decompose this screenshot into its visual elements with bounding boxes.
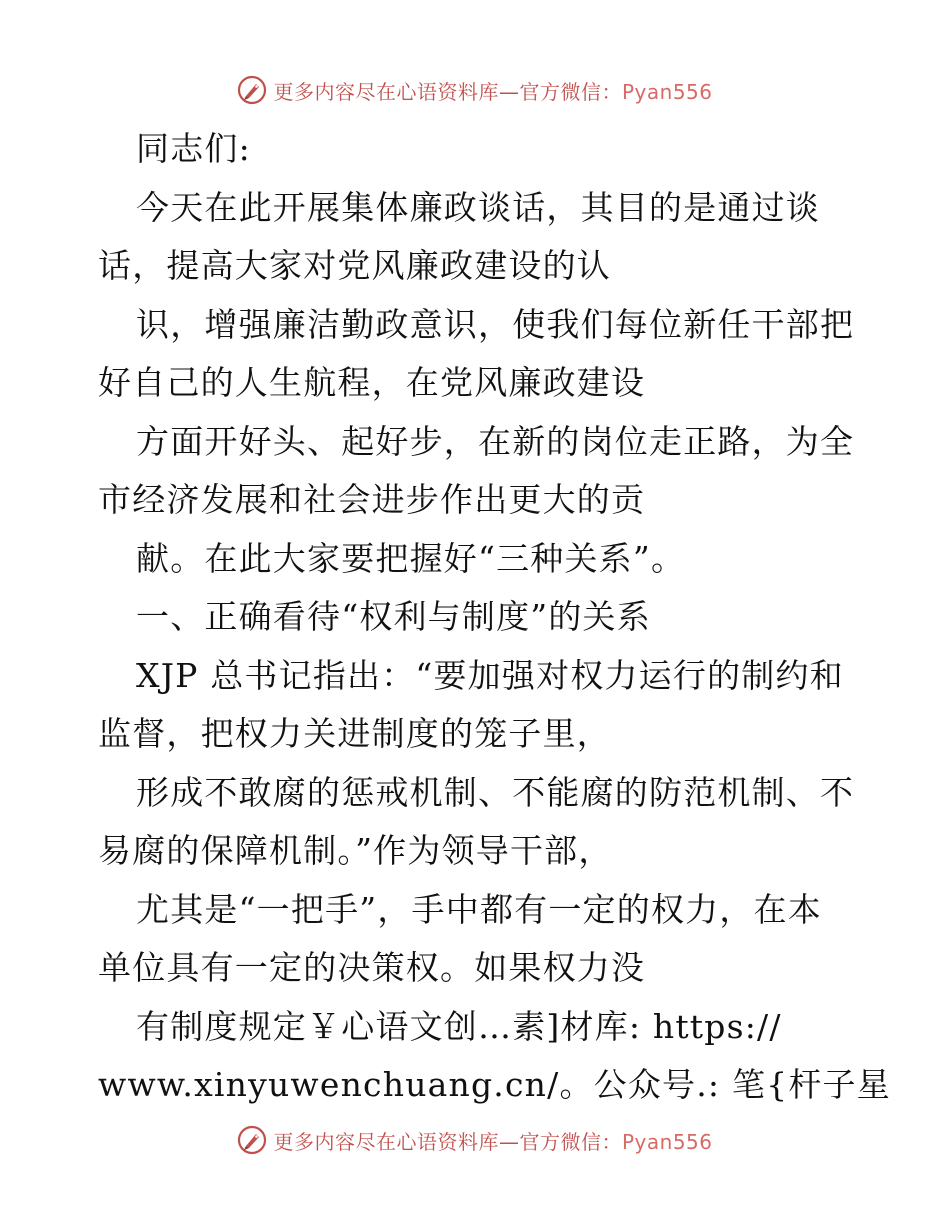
- text-line: 方面开好头、起好步，在新的岗位走正路，为全: [136, 421, 855, 461]
- document-body: [98, 120, 891, 1115]
- text-line: 尤其是“一把手”，手中都有一定的权力，在本: [136, 889, 822, 929]
- text-line: 好自己的人生航程，在党风廉政建设: [98, 363, 646, 402]
- text-line: 市经济发展和社会进步作出更大的贡: [98, 480, 646, 519]
- header-watermark: [0, 70, 950, 110]
- watermark-id: Pyan556: [621, 79, 713, 104]
- text-line: 同志们:: [136, 129, 251, 168]
- text-line: www.xinyuwenchuang.cn/。公众号.: 笔{杆子星: [98, 1065, 891, 1104]
- pen-nib-logo-icon: [237, 75, 267, 105]
- watermark-text: 更多内容尽在心语资料库—官方微信：: [273, 1129, 622, 1154]
- text-line: 单位具有一定的决策权。如果权力没: [98, 948, 646, 987]
- footer-watermark: [0, 1120, 950, 1160]
- text-line: 识，增强廉洁勤政意识，使我们每位新任干部把: [136, 304, 855, 344]
- text-line: 今天在此开展集体廉政谈话，其目的是通过谈: [136, 187, 820, 227]
- text-line: 有制度规定￥心语文创…素]材库: https://: [136, 1006, 782, 1046]
- text-line: 易腐的保障机制。”作为领导干部，: [98, 831, 613, 870]
- text-line: 话，提高大家对党风廉政建设的认: [98, 246, 611, 285]
- text-line: 一、正确看待“权利与制度”的关系: [136, 597, 651, 636]
- text-line: 监督，把权力关进制度的笼子里，: [98, 714, 611, 753]
- text-line: 献。在此大家要把握好“三种关系”。: [136, 538, 686, 578]
- watermark-text: 更多内容尽在心语资料库—官方微信：: [273, 79, 622, 104]
- text-line: XJP 总书记指出：“要加强对权力运行的制约和: [136, 655, 844, 695]
- text-line: 形成不敢腐的惩戒机制、不能腐的防范机制、不: [136, 772, 855, 812]
- pen-nib-logo-icon: [237, 1125, 267, 1155]
- watermark-id: Pyan556: [621, 1129, 713, 1154]
